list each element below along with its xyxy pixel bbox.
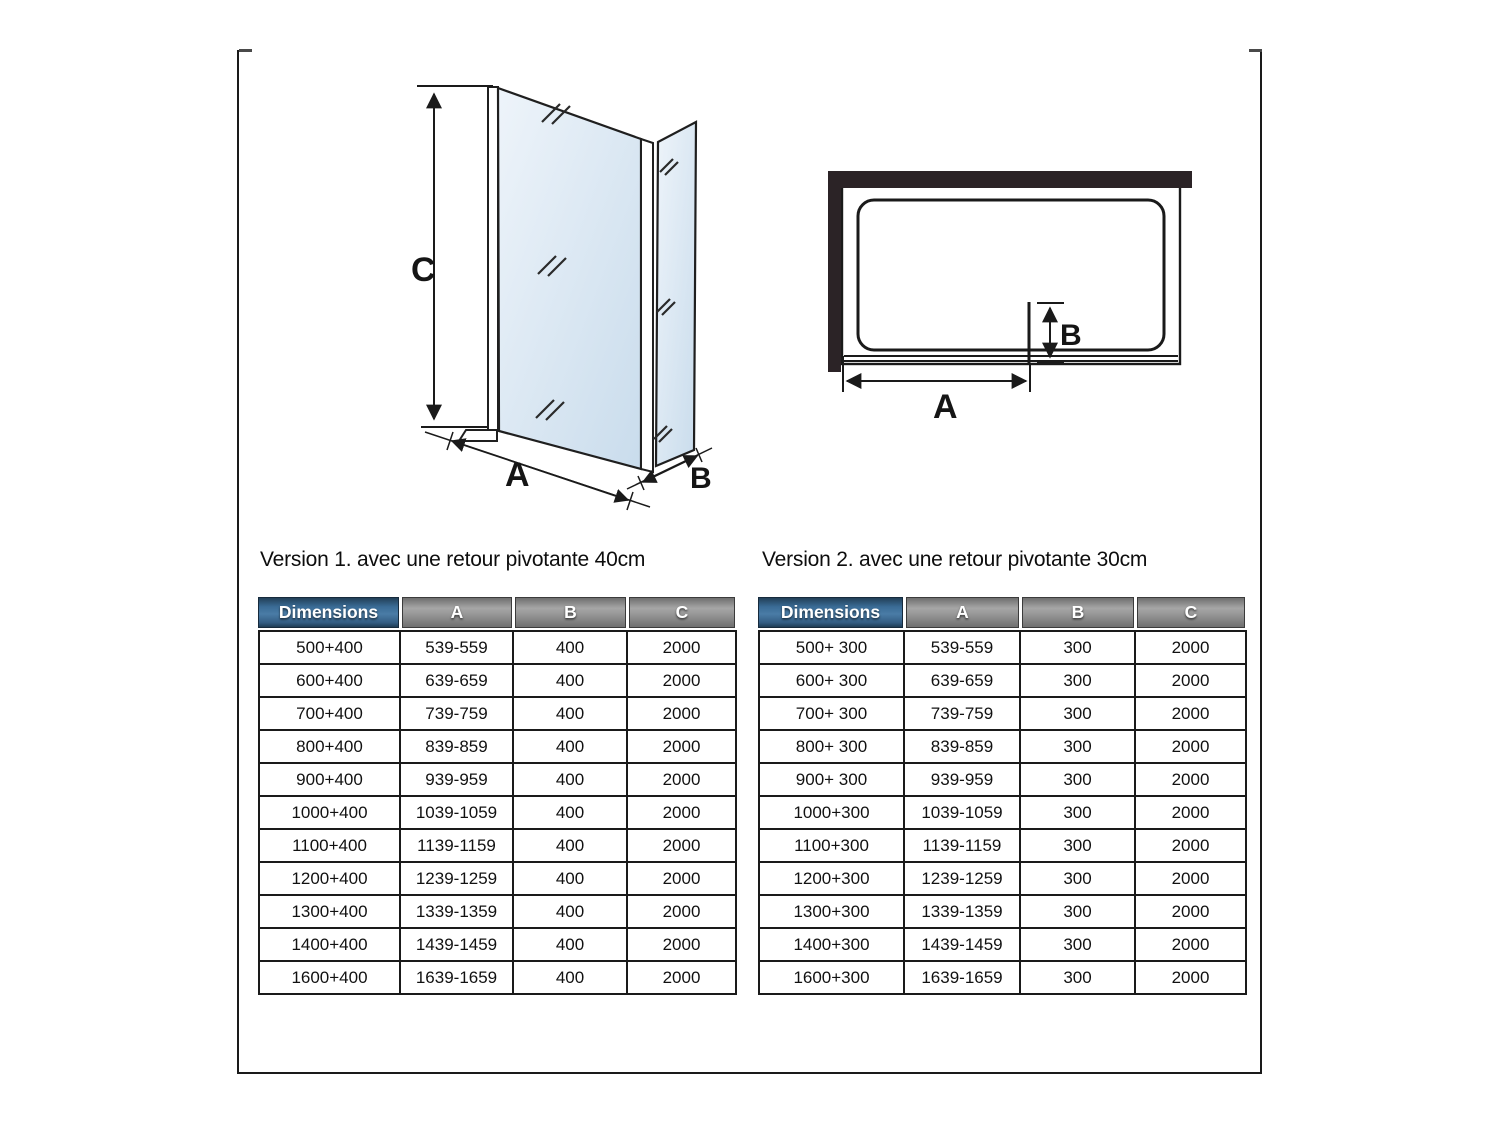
table-cell: 2000 <box>1135 730 1246 763</box>
table-cell: 400 <box>513 631 627 664</box>
table-cell: 1039-1059 <box>400 796 513 829</box>
table-cell: 300 <box>1020 730 1135 763</box>
table-row <box>259 895 736 928</box>
table-cell: 2000 <box>1135 763 1246 796</box>
table-cell: 300 <box>1020 697 1135 730</box>
table-cell: 1400+300 <box>759 928 904 961</box>
table-cell: 2000 <box>1135 862 1246 895</box>
table-cell: 1139-1159 <box>904 829 1020 862</box>
table-cell: 1400+400 <box>259 928 400 961</box>
table-cell: 300 <box>1020 862 1135 895</box>
tray-outline <box>842 184 1180 364</box>
table-cell: 800+ 300 <box>759 730 904 763</box>
table-header-row-v2 <box>758 597 1245 628</box>
table-cell: 2000 <box>627 829 736 862</box>
table-cell: 1139-1159 <box>400 829 513 862</box>
dimensions-table-v1 <box>258 630 737 995</box>
table-row <box>759 730 1246 763</box>
table-cell: 1100+300 <box>759 829 904 862</box>
table-cell: 300 <box>1020 829 1135 862</box>
table-row <box>759 829 1246 862</box>
table-cell: 2000 <box>627 631 736 664</box>
table-cell: 1300+400 <box>259 895 400 928</box>
table-cell: 739-759 <box>904 697 1020 730</box>
table-row <box>759 895 1246 928</box>
table-row <box>259 862 736 895</box>
table-cell: 1200+300 <box>759 862 904 895</box>
table-cell: 2000 <box>627 664 736 697</box>
table-cell: 600+ 300 <box>759 664 904 697</box>
table-cell: 300 <box>1020 895 1135 928</box>
table-row <box>259 664 736 697</box>
header-cell-b: B <box>1022 597 1134 628</box>
top-view-diagram <box>820 160 1200 420</box>
table-row <box>759 796 1246 829</box>
table-row <box>259 631 736 664</box>
label-B-top: B <box>1060 319 1082 352</box>
table-row <box>759 763 1246 796</box>
header-cell-c: C <box>629 597 735 628</box>
table-cell: 300 <box>1020 631 1135 664</box>
table-cell: 1339-1359 <box>400 895 513 928</box>
table-cell: 1439-1459 <box>400 928 513 961</box>
table-cell: 700+400 <box>259 697 400 730</box>
header-cell-dimensions: Dimensions <box>758 597 903 628</box>
table-cell: 300 <box>1020 664 1135 697</box>
table-cell: 300 <box>1020 928 1135 961</box>
table-row <box>759 862 1246 895</box>
wall-top <box>828 171 1192 188</box>
label-B: B <box>690 462 712 495</box>
table-cell: 2000 <box>627 763 736 796</box>
hinge-profile <box>641 139 653 472</box>
table-cell: 2000 <box>627 862 736 895</box>
table-cell: 939-959 <box>904 763 1020 796</box>
frame-top-right-tick <box>1249 49 1262 52</box>
table-header-row-v1 <box>258 597 735 628</box>
table-row <box>759 961 1246 994</box>
table-cell: 639-659 <box>904 664 1020 697</box>
table-cell: 1339-1359 <box>904 895 1020 928</box>
table-cell: 600+400 <box>259 664 400 697</box>
table-cell: 300 <box>1020 763 1135 796</box>
post-base-plate <box>459 430 497 441</box>
wall-left <box>828 171 841 372</box>
table-cell: 2000 <box>1135 697 1246 730</box>
table-cell: 1639-1659 <box>904 961 1020 994</box>
table-row <box>259 796 736 829</box>
table-cell: 1639-1659 <box>400 961 513 994</box>
fixed-glass-panel <box>498 88 641 469</box>
table-cell: 2000 <box>627 928 736 961</box>
table-cell: 400 <box>513 862 627 895</box>
table-cell: 800+400 <box>259 730 400 763</box>
front-perspective-diagram <box>400 70 740 520</box>
table-cell: 2000 <box>1135 961 1246 994</box>
section-title-v2: Version 2. avec une retour pivotante 30cm <box>762 548 1148 571</box>
table-cell: 2000 <box>1135 829 1246 862</box>
header-cell-dimensions: Dimensions <box>258 597 399 628</box>
return-glass-panel <box>656 122 696 466</box>
frame-top-left-tick <box>239 49 252 52</box>
table-cell: 2000 <box>627 697 736 730</box>
table-cell: 539-559 <box>904 631 1020 664</box>
header-cell-a: A <box>906 597 1019 628</box>
table-row <box>759 697 1246 730</box>
table-cell: 400 <box>513 961 627 994</box>
section-title-v1: Version 1. avec une retour pivotante 40cm <box>260 548 646 571</box>
table-cell: 500+ 300 <box>759 631 904 664</box>
table-cell: 1000+400 <box>259 796 400 829</box>
table-cell: 400 <box>513 895 627 928</box>
table-cell: 300 <box>1020 961 1135 994</box>
table-cell: 300 <box>1020 796 1135 829</box>
wall-profile-post <box>488 87 498 430</box>
table-cell: 400 <box>513 829 627 862</box>
table-cell: 1600+400 <box>259 961 400 994</box>
table-cell: 400 <box>513 796 627 829</box>
table-row <box>259 829 736 862</box>
table-cell: 400 <box>513 697 627 730</box>
section-version-2 <box>758 547 1245 995</box>
table-row <box>759 664 1246 697</box>
table-cell: 2000 <box>1135 895 1246 928</box>
table-cell: 1600+300 <box>759 961 904 994</box>
table-cell: 1200+400 <box>259 862 400 895</box>
table-row <box>259 730 736 763</box>
section-version-1 <box>258 547 735 995</box>
table-row <box>759 928 1246 961</box>
table-row <box>259 928 736 961</box>
table-cell: 500+400 <box>259 631 400 664</box>
dimensions-table-v2 <box>758 630 1247 995</box>
table-cell: 900+ 300 <box>759 763 904 796</box>
label-C: C <box>411 251 436 289</box>
table-cell: 539-559 <box>400 631 513 664</box>
label-A: A <box>505 456 530 494</box>
table-cell: 1039-1059 <box>904 796 1020 829</box>
table-cell: 2000 <box>627 730 736 763</box>
header-cell-c: C <box>1137 597 1245 628</box>
table-cell: 2000 <box>1135 631 1246 664</box>
table-cell: 400 <box>513 928 627 961</box>
table-cell: 2000 <box>627 796 736 829</box>
table-cell: 939-959 <box>400 763 513 796</box>
table-cell: 839-859 <box>400 730 513 763</box>
header-cell-b: B <box>515 597 626 628</box>
table-cell: 1300+300 <box>759 895 904 928</box>
table-row <box>259 961 736 994</box>
table-row <box>259 697 736 730</box>
label-A-top: A <box>933 388 958 420</box>
table-cell: 839-859 <box>904 730 1020 763</box>
table-cell: 1000+300 <box>759 796 904 829</box>
table-cell: 2000 <box>1135 796 1246 829</box>
table-cell: 400 <box>513 730 627 763</box>
table-cell: 2000 <box>627 895 736 928</box>
table-cell: 2000 <box>1135 928 1246 961</box>
table-cell: 2000 <box>1135 664 1246 697</box>
table-cell: 1439-1459 <box>904 928 1020 961</box>
table-cell: 1239-1259 <box>904 862 1020 895</box>
table-cell: 400 <box>513 763 627 796</box>
table-cell: 1239-1259 <box>400 862 513 895</box>
table-cell: 700+ 300 <box>759 697 904 730</box>
table-cell: 2000 <box>627 961 736 994</box>
table-cell: 400 <box>513 664 627 697</box>
table-row <box>759 631 1246 664</box>
table-cell: 739-759 <box>400 697 513 730</box>
table-cell: 1100+400 <box>259 829 400 862</box>
table-cell: 639-659 <box>400 664 513 697</box>
table-cell: 900+400 <box>259 763 400 796</box>
table-row <box>259 763 736 796</box>
header-cell-a: A <box>402 597 512 628</box>
